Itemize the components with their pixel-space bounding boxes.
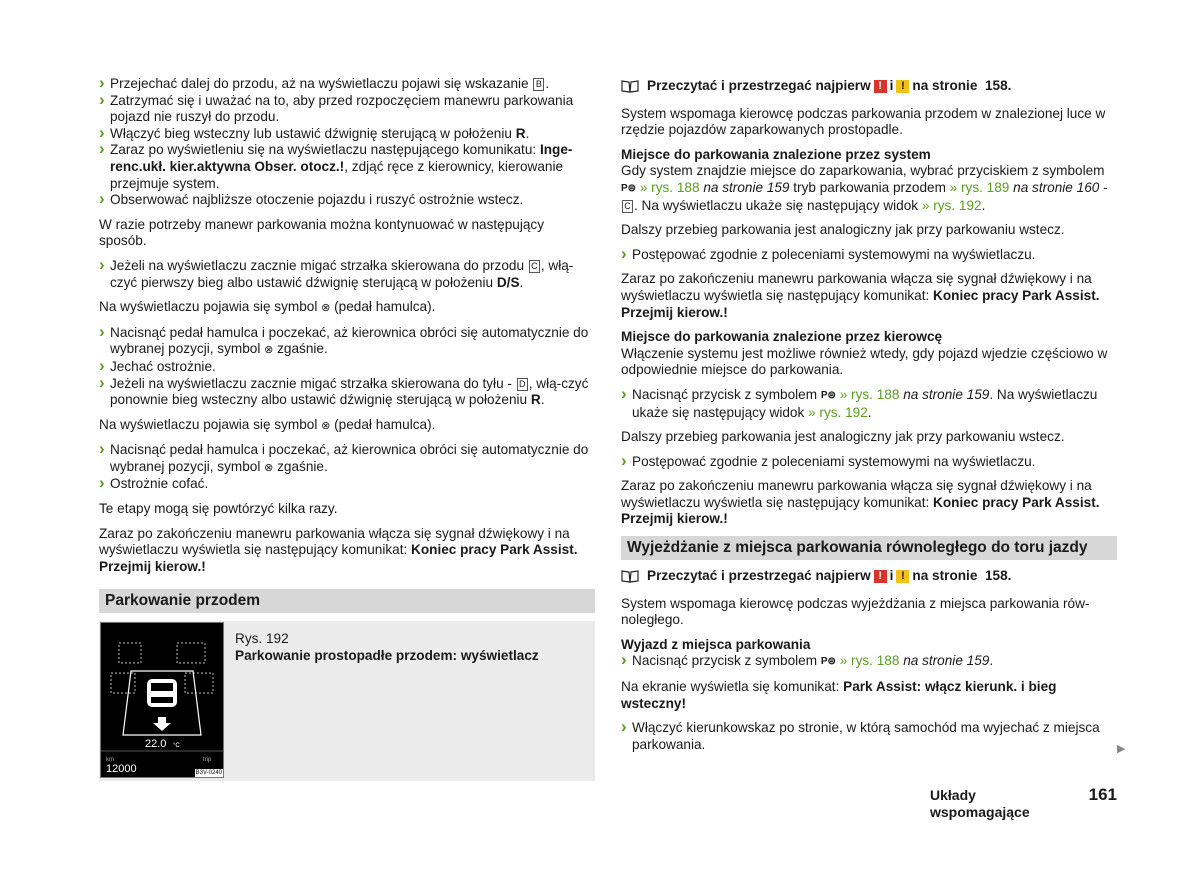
warning-yellow-icon: ! <box>896 570 909 583</box>
list-item: › Przejechać dalej do przodu, aż na wyświetlaczu pojawi się wskazanie B . <box>99 76 595 93</box>
list-item: › Włączyć bieg wsteczny lub ustawić dźwignię sterującą w położeniu R. <box>99 126 595 143</box>
continue-arrow-icon: ▶ <box>1117 743 1126 755</box>
list-item: › Nacisnąć pedał hamulca i poczekać, aż kierownica obróci się automatycznie do wybranej pozycji, symbol ⊗ zgaśnie. <box>99 442 595 476</box>
book-icon <box>621 80 639 93</box>
paragraph: Włączenie systemu jest możliwe również wtedy, gdy pojazd wjedzie częściowo w odpowiednie miejsce do parkowania. <box>621 345 1108 378</box>
paragraph: System wspomaga kierowcę podczas wyjeżdżania z miejsca parkowania rów-noległego. <box>621 595 1090 628</box>
paragraph: Na wyświetlaczu pojawia się symbol ⊗ (pedał hamulca). <box>99 299 595 317</box>
paragraph: Dalszy przebieg parkowania jest analogiczny jak przy parkowaniu wstecz. <box>621 222 1065 238</box>
list-item: › Nacisnąć przycisk z symbolem P⊜ » rys. 188 na stronie 159. Na wyświetlaczu ukaże się następujący widok » rys. 192. <box>621 387 1117 421</box>
paragraph: Zaraz po zakończeniu manewru parkowania włącza się sygnał dźwiękowy i na wyświetlaczu wyświetla się następujący komunikat: Koniec pracy Park Assist. Przejmij kierow.! <box>99 525 578 574</box>
brake-pedal-icon: ⊗ <box>264 461 274 474</box>
display-odometer: 12000 <box>106 763 137 776</box>
display-km-label: km <box>106 757 114 764</box>
figure-link[interactable]: » rys. 192 <box>808 404 868 420</box>
paragraph: Te etapy mogą się powtórzyć kilka razy. <box>99 501 338 517</box>
list-item: › Włączyć kierunkowskaz po stronie, w którą samochód ma wyjechać z miejsca parkowania. <box>621 720 1117 753</box>
read-first-note: Przeczytać i przestrzegać najpierw ! i ! na stronie 158. <box>621 78 1117 95</box>
warning-red-icon: ! <box>874 570 887 583</box>
image-code: B3V-0240 <box>195 770 222 777</box>
right-column <box>621 76 1117 753</box>
park-assist-icon: P⊜ <box>621 182 637 194</box>
figure <box>99 621 595 781</box>
brake-pedal-icon: ⊗ <box>264 344 274 357</box>
paragraph: Na wyświetlaczu pojawia się symbol ⊗ (pedał hamulca). <box>99 417 595 435</box>
page-number: 161 <box>1088 785 1117 804</box>
page-footer <box>930 787 1117 820</box>
figure-title: Parkowanie prostopadłe przodem: wyświetlacz <box>235 648 539 664</box>
paragraph: Zaraz po zakończeniu manewru parkowania włącza się sygnał dźwiękowy i na wyświetlaczu wyświetla się następujący komunikat: Koniec pracy Park Assist. Przejmij kierow.! <box>621 271 1100 320</box>
list-item: › Zaraz po wyświetleniu się na wyświetlaczu następującego komunikatu: Inge-renc.ukł. kier.aktywna Obser. otocz.!, zdjąć ręce z kierownicy, kierowanie przejmuje system. <box>99 142 595 192</box>
list-item: › Jeżeli na wyświetlaczu zacznie migać strzałka skierowana do tyłu - D , włą-czyć ponownie bieg wsteczny albo ustawić dźwignię sterującą w położeniu R. <box>99 376 595 409</box>
instrument-display-image <box>100 622 224 778</box>
paragraph: Na ekranie wyświetla się komunikat: Park Assist: włącz kierunk. i bieg wsteczny! <box>621 679 1057 711</box>
brake-pedal-icon: ⊗ <box>321 419 331 432</box>
list-item: › Postępować zgodnie z poleceniami systemowymi na wyświetlaczu. <box>621 247 1117 264</box>
display-key-b: B <box>533 78 544 91</box>
park-assist-icon: P⊜ <box>820 656 836 668</box>
figure-link[interactable]: » rys. 188 <box>839 386 900 402</box>
display-key-c: C <box>529 260 540 273</box>
list-item: › Zatrzymać się i uważać na to, aby przed rozpoczęciem manewru parkowania pojazd nie ruszył do przodu. <box>99 93 595 126</box>
brake-pedal-icon: ⊗ <box>321 302 331 315</box>
paragraph: W razie potrzeby manewr parkowania można kontynuować w następujący sposób. <box>99 216 545 249</box>
list-item: › Obserwować najbliższe otoczenie pojazdu i ruszyć ostrożnie wstecz. <box>99 192 595 209</box>
section-heading: Wyjeżdżanie z miejsca parkowania równoległego do toru jazdy <box>621 536 1117 560</box>
read-first-note: Przeczytać i przestrzegać najpierw ! i ! na stronie 158. <box>621 568 1117 585</box>
book-icon <box>621 570 639 583</box>
park-assist-icon: P⊜ <box>820 389 836 401</box>
left-column <box>99 76 595 781</box>
list-item: › Jechać ostrożnie. <box>99 359 595 376</box>
subheading: Miejsce do parkowania znalezione przez kierowcę <box>621 329 943 345</box>
paragraph: Dalszy przebieg parkowania jest analogiczny jak przy parkowaniu wstecz. <box>621 429 1065 445</box>
list-item: › Nacisnąć przycisk z symbolem P⊜ » rys. 188 na stronie 159. <box>621 653 1117 671</box>
figure-link[interactable]: » rys. 189 <box>949 179 1010 195</box>
subheading: Miejsce do parkowania znalezione przez system <box>621 146 931 162</box>
paragraph: Zaraz po zakończeniu manewru parkowania włącza się sygnał dźwiękowy i na wyświetlaczu wyświetla się następujący komunikat: Koniec pracy Park Assist. Przejmij kierow.! <box>621 478 1100 527</box>
list-item: › Postępować zgodnie z poleceniami systemowymi na wyświetlaczu. <box>621 454 1117 471</box>
figure-caption <box>235 631 539 664</box>
list-item: › Jeżeli na wyświetlaczu zacznie migać strzałka skierowana do przodu C , włą-czyć pierwszy bieg albo ustawić dźwignię sterującą w położeniu D/S. <box>99 258 595 291</box>
display-trip-label: trip <box>203 757 212 764</box>
warning-red-icon: ! <box>874 80 887 93</box>
figure-link[interactable]: » rys. 188 <box>639 179 700 195</box>
section-heading: Parkowanie przodem <box>99 589 595 613</box>
subheading: Wyjazd z miejsca parkowania <box>621 636 811 652</box>
paragraph: Gdy system znajdzie miejsce do zaparkowania, wybrać przyciskiem z symbolem P⊜ » rys. 188 na stronie 159 tryb parkowania przodem » rys. 189 na stronie 160 - C . Na wyświetlaczu ukaże się następujący widok » rys. 192. <box>621 163 1108 213</box>
footer-title: Układy wspomagające <box>930 787 1030 820</box>
figure-link[interactable]: » rys. 188 <box>839 653 900 669</box>
figure-number: Rys. 192 <box>235 631 289 647</box>
list-item: › Ostrożnie cofać. <box>99 476 595 493</box>
display-temperature: 22.0 <box>145 738 167 751</box>
paragraph: System wspomaga kierowcę podczas parkowania przodem w znalezionej luce w rzędzie pojazdów zaparkowanych prostopadle. <box>621 105 1106 138</box>
warning-yellow-icon: ! <box>896 80 909 93</box>
list-item: › Nacisnąć pedał hamulca i poczekać, aż kierownica obróci się automatycznie do wybranej pozycji, symbol ⊗ zgaśnie. <box>99 325 595 359</box>
display-temperature-unit: °C <box>173 743 180 750</box>
display-key-d: D <box>517 378 528 391</box>
display-key-c: C <box>622 200 633 213</box>
figure-link[interactable]: » rys. 192 <box>921 197 982 213</box>
